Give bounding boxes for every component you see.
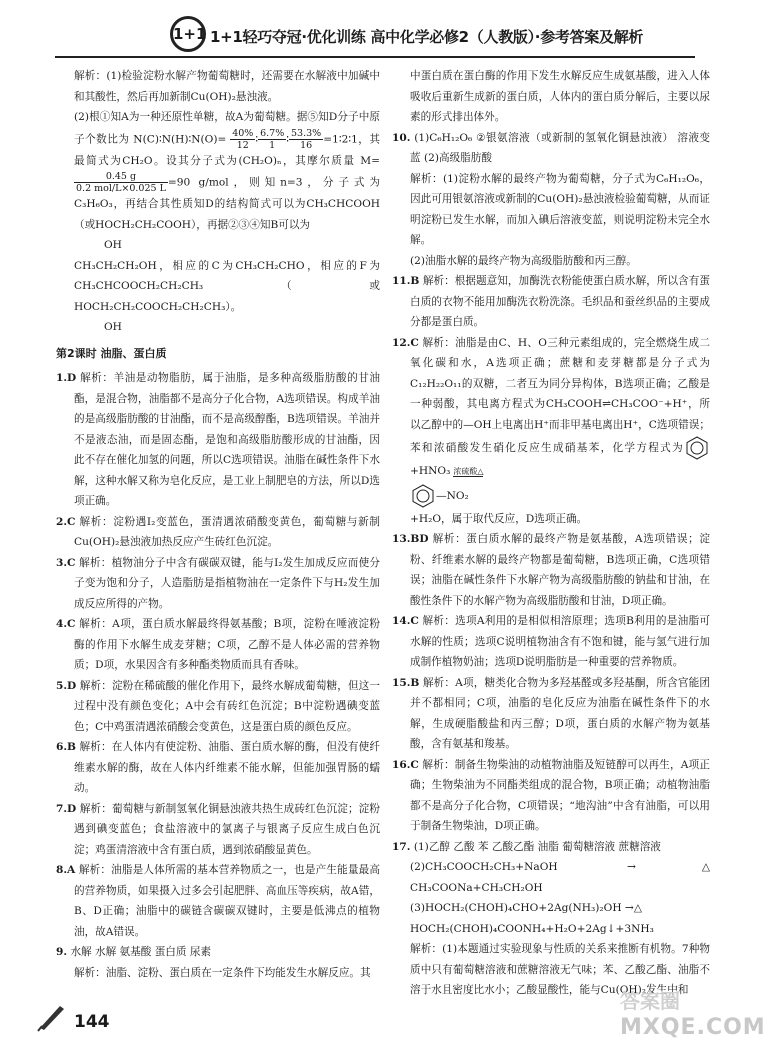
answer-number: 16.C xyxy=(392,758,419,771)
answer-text: 解析：油脂是由C、H、O三种元素组成的，完全燃烧生成二氧化碳和水，A选项正确；蔗糖和麦芽糖都是分子式为C₁₂H₂₂O₁₁的双糖，二者互为同分异构体，B选项正确；乙酸是一种弱酸，其电离方程式为CH₃COOH⇌CH₃COO⁻+H⁺，所以乙醇中的—OH上电离出H⁺而非甲基电离出H⁺，C选项错误；苯和浓硝酸发生硝化反应生成硝基苯，化学方程式为 xyxy=(410,336,711,454)
answer-text: 解析：A项，糖类化合物为多羟基醛或多羟基酮，所含官能团并不都相同；C项，油脂的皂化反应为油脂在碱性条件下的水解，生成硬脂酸盐和丙三醇；D项，蛋白质的水解产物为氨基酸，含有氨基和羧基。 xyxy=(410,676,710,750)
answer-item xyxy=(392,333,710,509)
answer-text: 解析：(1)检验淀粉水解产物葡萄糖时，还需要在水解液中加碱中和其酸性，然后再加新制Cu(OH)₂悬浊液。 xyxy=(74,70,380,103)
answer-text: HOCH₂(CHOH)₄COONH₄+H₂O+2Ag↓+3NH₃ xyxy=(410,922,654,935)
nitro-group: —NO₂ xyxy=(436,489,469,502)
header-title: 1+1轻巧夺冠·优化训练 高中化学必修2（人教版）·参考答案及解析 xyxy=(210,28,644,46)
answer-item xyxy=(392,509,710,530)
answer-number: 6.B xyxy=(56,741,77,753)
answer-item xyxy=(392,169,710,251)
answer-number: 10. xyxy=(392,131,411,144)
answer-text: (1)C₆H₁₂O₆ ②银氨溶液（或新制的氢氧化铜悬浊液） 溶液变蓝 (2)高级脂肪酸 xyxy=(410,131,710,164)
answer-list xyxy=(392,128,710,1001)
answer-item xyxy=(392,755,710,837)
answer-number: 12.C xyxy=(392,336,419,349)
right-column xyxy=(392,66,710,1001)
answer-item xyxy=(56,737,380,799)
answer-item xyxy=(56,963,380,984)
fraction: $\frac{6.7\%}{1}$ xyxy=(260,127,285,151)
answer-text: 解析：蛋白质水解的最终产物是氨基酸，A选项错误；淀粉、纤维素水解的最终产物都是葡萄糖，B选项正确，C选项错误；油脂在碱性条件下水解产物为高级脂肪酸的钠盐和甘油，在酸性条件下的水解产物为高级脂肪酸和甘油，D项正确。 xyxy=(410,533,710,607)
answer-item xyxy=(392,673,710,755)
answer-number: 14.C xyxy=(392,615,419,627)
answer-item xyxy=(392,529,710,611)
answer-text: 水解 水解 氨基酸 蛋白质 尿素 xyxy=(70,946,212,958)
header-rule xyxy=(55,56,695,58)
answer-number: 17. xyxy=(392,840,411,853)
answer-text: 解析：油脂、淀粉、蛋白质在一定条件下均能发生水解反应。其 xyxy=(74,966,371,979)
answer-text: 解析：淀粉遇I₂变蓝色，蛋清遇浓硝酸变黄色，葡萄糖与新制Cu(OH)₂悬浊液加热反应产生砖红色沉淀。 xyxy=(74,515,380,548)
answer-text: 解析：淀粉在稀硫酸的催化作用下，最终水解成葡萄糖，但这一过程中没有颜色变化；A中会有砖红色沉淀；B中淀粉遇碘变蓝色；C中鸡蛋清遇浓硝酸会变黄色，这是蛋白质的颜色反应。 xyxy=(74,679,381,733)
answer-text: 解析：油脂是人体所需的基本营养物质之一，也是产生能量最高的营养物质，如果摄入过多会引起肥胖、高血压等疾病，故A错，B、D正确；油脂中的碳链含碳碳双键时，主要是低沸点的植物油，故A错误。 xyxy=(74,864,381,938)
left-column xyxy=(56,66,380,983)
answer-text: +H₂O，属于取代反应，D选项正确。 xyxy=(410,512,588,525)
fraction: $\frac{53.3\%}{16}$ xyxy=(291,127,322,151)
answer-number: 2.C xyxy=(56,515,76,528)
answer-text: 解析：根据题意知，加酶洗衣粉能使蛋白质水解，所以含有蛋白质的衣物不能用加酶洗衣粉洗涤。毛织品和蚕丝织品的主要成分都是蛋白质。 xyxy=(410,275,710,328)
reagent: +HNO₃ xyxy=(410,465,451,477)
answer-item xyxy=(392,611,710,673)
nitrobenzene-ring-icon xyxy=(410,483,436,509)
watermark: MXQE.COM xyxy=(620,1015,766,1040)
answer-number: 1.D xyxy=(56,372,77,384)
answer-item xyxy=(56,860,380,942)
answer-text: (2)油脂水解的最终产物为高级脂肪酸和丙三醇。 xyxy=(410,254,637,267)
answer-item xyxy=(392,857,710,898)
answer-text: 解析：(1)淀粉水解的最终产物为葡萄糖，分子式为C₆H₁₂O₆，因此可用银氨溶液或新制的Cu(OH)₂悬浊液检验葡萄糖，从而证明淀粉已发生水解，而加入碘后溶液变蓝，则说明淀粉未完全水解。 xyxy=(410,172,710,246)
answer-text: (1)乙醇 乙酸 苯 乙酸乙酯 油脂 葡萄糖溶液 蔗糖溶液 xyxy=(413,840,661,853)
answer-item xyxy=(56,676,380,738)
answer-text: 解析：植物油分子中含有碳碳双键，能与I₂发生加成反应而使分子变为饱和分子，人造脂肪是指植物油在一定条件下与H₂发生加成反应所得的产物。 xyxy=(74,556,380,610)
answer-number: 9. xyxy=(56,946,68,958)
answer-number: 5.D xyxy=(56,679,77,692)
answer-item xyxy=(56,553,380,615)
answer-item xyxy=(56,942,380,963)
answer-item xyxy=(392,271,710,333)
answer-list xyxy=(56,368,380,983)
answer-number: 13.BD xyxy=(392,533,429,545)
answer-text: 解析：选项A利用的是相似相溶原理；选项B利用的是油脂可水解的性质；选项C说明植物油含有不饱和键，能与氢气进行加成制作植物奶油；选项D说明脂肪是一种重要的营养物质。 xyxy=(410,615,711,668)
answer-item xyxy=(392,128,710,169)
answer-item xyxy=(56,512,380,553)
substituent-oh: OH xyxy=(104,321,122,333)
answer-number: 3.C xyxy=(56,556,76,569)
answer-text: 解析：在人体内有使淀粉、油脂、蛋白质水解的酶，但没有使纤维素水解的酶，故在人体内纤维素不能水解，但能加强胃肠的蠕动。 xyxy=(74,741,380,794)
answer-item xyxy=(392,919,710,940)
answer-text: 解析：A项，蛋白质水解最终得氨基酸；B项，淀粉在唾液淀粉酶的作用下水解生成麦芽糖；C项，乙醇不是人体必需的营养物质；D项，水果因含有多种酯类物质而具有香味。 xyxy=(74,618,380,671)
answer-text: 解析：羊油是动物脂肪，属于油脂，是多种高级脂肪酸的甘油酯，是混合物，油脂都不是高分子化合物，A选项错误。构成羊油的是高级脂肪酸的甘油酯，而不是高级醇酯，B选项错误。羊油并不是液态油，而是固态酯，是饱和高级脂肪酸形成的甘油酯，因此不存在催化加氢的问题，所以C选项错误。油脂在碱性条件下水解，这种水解又称为皂化反应，是工业上制肥皂的方法，所以D选项正确。 xyxy=(74,372,380,507)
answer-item xyxy=(392,837,710,858)
answer-item xyxy=(392,251,710,272)
brand-logo: 1+1 xyxy=(170,16,206,52)
fraction: $\frac{40\%}{12}$ xyxy=(232,127,254,151)
page-header xyxy=(0,0,750,58)
answer-item xyxy=(56,799,380,861)
answer-item xyxy=(56,614,380,676)
substituent-oh: OH xyxy=(104,239,122,251)
answer-text: (2)CH₃COOCH₂CH₃+NaOH →△ CH₃COONa+CH₃CH₂OH xyxy=(410,861,710,894)
answer-number: 15.B xyxy=(392,676,420,689)
answer-text: 解析：制备生物柴油的动植物油脂及短链醇可以再生，A项正确；生物柴油为不同酯类组成的混合物，B项正确；动植物油脂都不是高分子化合物，C项错误；“地沟油”中含有油脂，可以用于制备生物柴油，D项正确。 xyxy=(410,758,710,832)
answer-text: 解析：葡萄糖与新制氢氧化铜悬浊液共热生成砖红色沉淀；淀粉遇到碘变蓝色；食盐溶液中的氯离子与银离子反应生成白色沉淀；鸡蛋清溶液中含有蛋白质，遇到浓硝酸显黄色。 xyxy=(74,802,381,856)
benzene-ring-icon xyxy=(684,435,710,461)
answer-number: 7.D xyxy=(56,802,77,815)
answer-item xyxy=(56,368,380,512)
page-number: 144 xyxy=(74,1012,110,1032)
answer-number: 11.B xyxy=(392,275,420,287)
fraction: $\frac{0.45 g}{\text{0.2 mol/L×0.025 L}}$ xyxy=(76,171,166,194)
answer-text: CH₃CH₂CH₂OH，相应的C为CH₃CH₂CHO，相应的F为CH₃CHCOOCH₂CH₂CH₃（或HOCH₂CH₂COOCH₂CH₂CH₃）。 xyxy=(74,259,380,313)
reaction-condition: 浓硫酸△ xyxy=(453,467,484,476)
answer-text: 中蛋白质在蛋白酶的作用下发生水解反应生成氨基酸，进入人体吸收后重新生成新的蛋白质，人体内的蛋白质分解后，主要以尿素的形式排出体外。 xyxy=(410,70,710,123)
answer-text: (3)HOCH₂(CHOH)₄CHO+2Ag(NH₃)₂OH →△ xyxy=(410,902,642,914)
pen-icon xyxy=(36,1000,72,1032)
answer-text: (2)根①知A为一种还原性单糖，故A为葡萄糖。据⑤知D分子中原子个数比为 N(C)∶N(H)∶N(O)= $\frac{40\%}{12}$ ∶ $\frac{6.7\%}{1}$ ∶ $\frac{53.3\%}{16}$ =1∶2∶1，其最简式为CH₂O。设其分子式为(CH₂O)ₙ，其摩尔质量 M= $\frac{0.45 g}{\text{0.2 mol/L×0.025 L}}$ =90 g/mol，则知n=3，分子式为C₃H₆O₃，再结合其性质知D的结构简式可以为CH₃CHCOOH（或HOCH₂CH₂COOH），再据②③④知B可以为 xyxy=(74,111,380,231)
answer-number: 8.A xyxy=(56,864,76,876)
answer-text: 解析：(1)本题通过实验现象与性质的关系来推断有机物。7种物质中只有葡萄糖溶液和蔗糖溶液无气味；苯、乙酸乙酯、油脂不溶于水且密度比水小；乙酸显酸性，能与Cu(OH)₂发生中和 xyxy=(410,943,710,996)
watermark: 答案圈 xyxy=(620,989,680,1013)
answer-number: 4.C xyxy=(56,618,76,630)
section-title: 第2课时 油脂、蛋白质 xyxy=(56,346,167,360)
answer-item xyxy=(392,898,710,919)
